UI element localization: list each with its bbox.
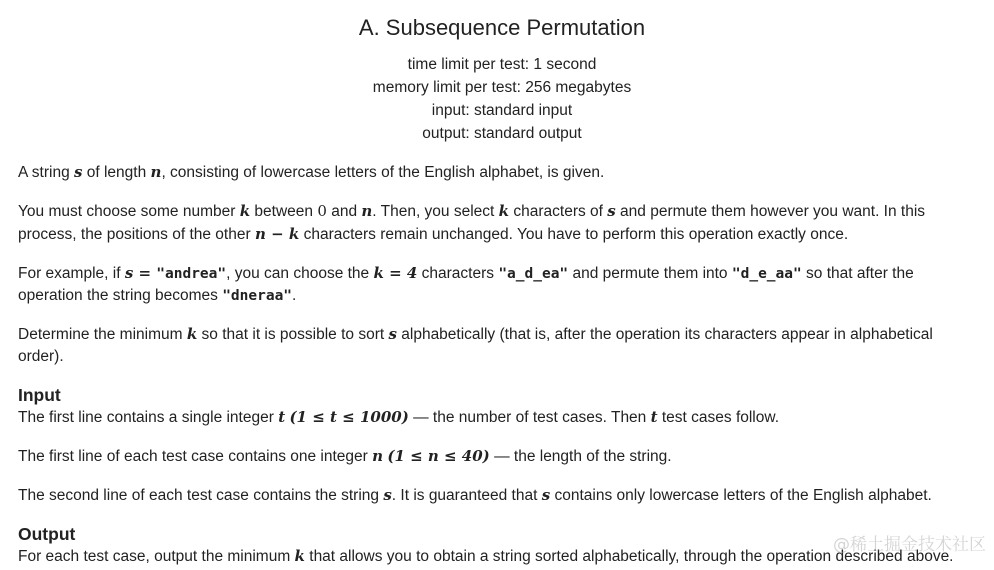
code-d-e-aa: "d_e_aa" (731, 266, 802, 282)
math-s: s (607, 202, 616, 220)
input-paragraph-2 (18, 445, 968, 468)
text: , you can choose the (226, 265, 374, 282)
text: — the length of the string. (489, 448, 672, 465)
math-k: k (186, 325, 198, 343)
problem-header (36, 14, 968, 145)
text: of length (82, 164, 151, 181)
problem-title: A. Subsequence Permutation (358, 15, 646, 40)
input-paragraph-1 (18, 406, 968, 429)
math-n-range: (1 ≤ n ≤ 40) (387, 447, 490, 465)
text: characters of (509, 203, 608, 220)
output-heading: Output (18, 524, 76, 544)
text: contains only lowercase letters of the English alphabet. (550, 487, 932, 504)
statement-paragraph-2 (18, 200, 968, 246)
text: and permute them however you want. In this process, the positions of the other (18, 203, 926, 243)
math-k: k (498, 202, 510, 220)
text: that allows you to obtain a string sorted alphabetically, through the operation described above. (304, 548, 954, 565)
text: . (292, 287, 297, 304)
text: . It is guaranteed that (391, 487, 542, 504)
text: — the number of test cases. Then (408, 409, 651, 426)
text: The first line of each test case contains one integer (18, 448, 373, 465)
memory-limit: memory limit per test: 256 megabytes (372, 79, 632, 96)
text: The second line of each test case contains the string (18, 487, 384, 504)
code-andrea: "andrea" (156, 266, 227, 282)
watermark: @稀土掘金技术社区 (833, 535, 986, 555)
code-dneraa: "dneraa" (222, 288, 293, 304)
text: For example, if (18, 265, 125, 282)
problem-statement (18, 0, 968, 568)
math-s-equals: s = (124, 264, 157, 282)
text: and (326, 203, 362, 220)
math-zero: 0 (317, 202, 327, 220)
text: A string (18, 164, 74, 181)
text: and permute them into (568, 265, 732, 282)
input-heading: Input (18, 385, 61, 405)
math-s: s (74, 163, 83, 181)
math-n: n (372, 447, 384, 465)
text: alphabetically (that is, after the operation its characters appear in alphabetical order). (18, 326, 933, 365)
text: The first line contains a single integer (18, 409, 279, 426)
text: between (250, 203, 318, 220)
text: test cases follow. (657, 409, 780, 426)
text: Determine the minimum (18, 326, 187, 343)
text: characters (417, 265, 499, 282)
statement-paragraph-3 (18, 262, 968, 307)
math-t-range: (1 ≤ t ≤ 1000) (289, 408, 409, 426)
time-limit: time limit per test: 1 second (407, 56, 597, 73)
code-a-d-ea: "a_d_ea" (498, 266, 569, 282)
text: , consisting of lowercase letters of the English alphabet, is given. (161, 164, 605, 181)
math-s: s (388, 325, 397, 343)
text: characters remain unchanged. You have to perform this operation exactly once. (299, 226, 849, 243)
text: For each test case, output the minimum (18, 548, 295, 565)
math-n: n (150, 163, 162, 181)
input-paragraph-3 (18, 484, 968, 507)
math-t: t (278, 408, 286, 426)
math-s: s (383, 486, 392, 504)
math-k: k (294, 547, 305, 565)
input-spec: input: standard input (431, 102, 573, 119)
math-k: k (239, 202, 251, 220)
output-spec: output: standard output (422, 125, 582, 142)
text: . Then, you select (372, 203, 499, 220)
statement-paragraph-1 (18, 161, 968, 184)
math-n: n (361, 202, 373, 220)
math-n-minus-k: n − k (254, 225, 300, 243)
text: so that after the operation the string becomes (18, 265, 914, 304)
text: You must choose some number (18, 203, 240, 220)
text: so that it is possible to sort (197, 326, 389, 343)
math-s: s (541, 486, 551, 504)
math-k-equals-4: k = 4 (373, 264, 418, 282)
output-paragraph-1 (18, 545, 968, 568)
math-t: t (650, 408, 658, 426)
statement-paragraph-4 (18, 323, 968, 368)
